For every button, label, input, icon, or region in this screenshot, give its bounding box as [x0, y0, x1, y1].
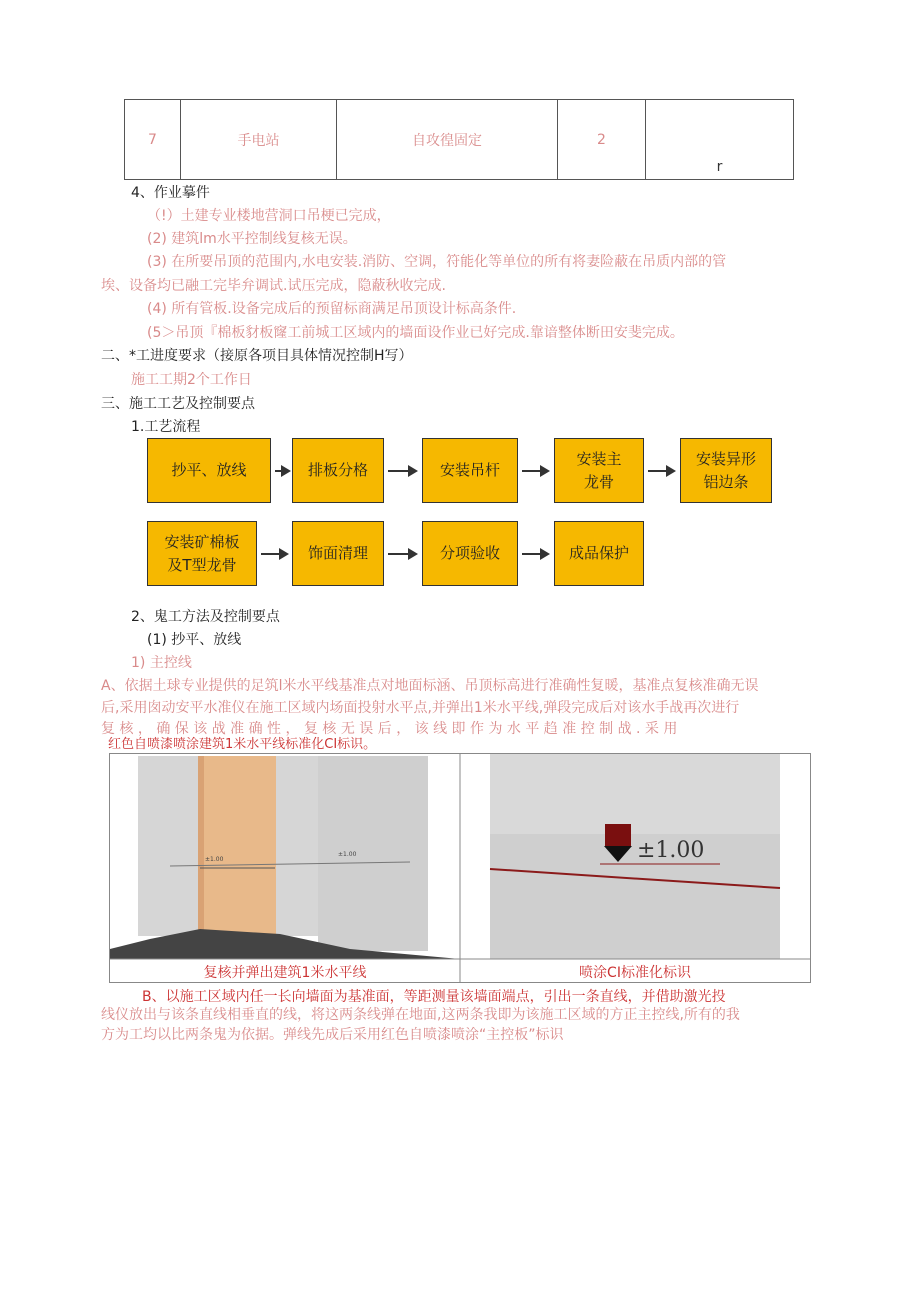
- flow-step-7: 饰面清理: [292, 521, 384, 586]
- section4-item-3: (3) 在所要吊顶的范围内,水电安装.消防、空调，符能化等单位的所有将妻险蔽在吊质内部的管: [147, 254, 727, 270]
- flow-arrow: [275, 470, 289, 472]
- svg-text:±1.00: ±1.00: [338, 851, 357, 858]
- flow-arrow: [522, 553, 548, 555]
- flow-step-4: 安装主龙骨: [554, 438, 644, 503]
- section-three-heading: 三、施工工艺及控制要点: [101, 396, 255, 412]
- flow-step-6: 安装矿棉板及T型龙骨: [147, 521, 257, 586]
- section-two-body: 施工工期2个工作日: [131, 372, 252, 388]
- flow-arrow: [261, 553, 287, 555]
- photo-illustration: [110, 754, 810, 982]
- para-b-line-1: B、以施工区域内任一长向墙面为基准面，等距测量该墙面端点，引出一条直线，并借助激光投: [142, 989, 726, 1005]
- section4-item-5: (5＞吊顶『棉板豺板窿工前城工区域内的墙面设作业已好完成.靠谙整体断田安斐完成。: [147, 325, 684, 341]
- section4-item-2: (2) 建筑lm水平控制线复核无误。: [147, 231, 357, 247]
- svg-text:±1.00: ±1.00: [205, 856, 224, 863]
- section4-item-4: (4) 所有管板.设备完成后的预留标商满足吊顶设计标高条件.: [147, 301, 517, 317]
- flow-step-1: 抄平、放线: [147, 438, 271, 503]
- cell-no: 7: [125, 100, 181, 180]
- flow-step-5: 安装异形铝边条: [680, 438, 772, 503]
- material-table: [124, 99, 794, 180]
- para-a-line-4: 红色自喷漆喷涂建筑1米水平线标准化CI标识。: [108, 737, 377, 752]
- section4-item-3-cont: 埃、设备均已融工完毕弁调试.试压完成，隐蔽秋收完成.: [101, 278, 446, 294]
- flow-step-8: 分项验收: [422, 521, 518, 586]
- para-a-line-3: 复 核 ， 确 保 该 战 准 确 性 ， 复 核 无 误 后 ， 该 线 即 作 为 水 平 趋 准 控 制 战 . 采 用: [101, 721, 678, 737]
- section4-heading: 4、作业摹件: [131, 185, 210, 201]
- process-flow-heading: 1.工艺流程: [131, 419, 201, 435]
- para-b-line-2: 线仪放出与该条直线相垂直的线，将这两条线弹在地面,这两条我即为该施工区域的方正主控线,所有的我: [101, 1007, 740, 1023]
- para-a-line-2: 后,采用囱动安平水准仪在施工区域内场面投射水平点,并弹出1米水平线,弹段完成后对该水手战再次进行: [101, 700, 740, 716]
- main-control-line-heading: 1) 主控线: [131, 655, 192, 671]
- flow-arrow: [648, 470, 674, 472]
- flow-arrow: [388, 470, 416, 472]
- flow-arrow: [522, 470, 548, 472]
- method-sub-heading: (1) 抄平、放线: [147, 632, 242, 648]
- cell-name: 手电站: [181, 100, 337, 180]
- photo-panel: [109, 753, 811, 983]
- flow-arrow: [388, 553, 416, 555]
- method-heading: 2、鬼工方法及控制要点: [131, 609, 280, 625]
- flow-step-3: 安装吊杆: [422, 438, 518, 503]
- cell-qty: 2: [558, 100, 646, 180]
- cell-remark: r: [646, 100, 794, 180]
- cell-method: 自攻徨固定: [337, 100, 558, 180]
- left-photo-caption: 复核并弹出建筑1米水平线: [203, 965, 367, 981]
- table-row: [125, 100, 794, 180]
- flow-step-2: 排板分格: [292, 438, 384, 503]
- para-b-line-3: 方为工均以比两条鬼为依据。弹线先成后采用红色自喷漆喷涂“主控板”标识: [101, 1027, 564, 1043]
- section4-item-1: （!）土建专业楼地营洞口吊梗已完成，: [147, 208, 391, 224]
- section-two-heading: 二、*工进度要求（接原各项目具体情况控制H写）: [101, 348, 413, 364]
- right-photo-caption: 喷涂CI标准化标识: [579, 965, 691, 981]
- level-marker-text: ±1.00: [637, 838, 705, 863]
- para-a-line-1: A、依据土球专业提供的足筑l米水平线基准点对地面标涵、吊顶标高进行准确性复暖，基准点复核准确无误: [101, 678, 759, 694]
- flow-step-9: 成品保护: [554, 521, 644, 586]
